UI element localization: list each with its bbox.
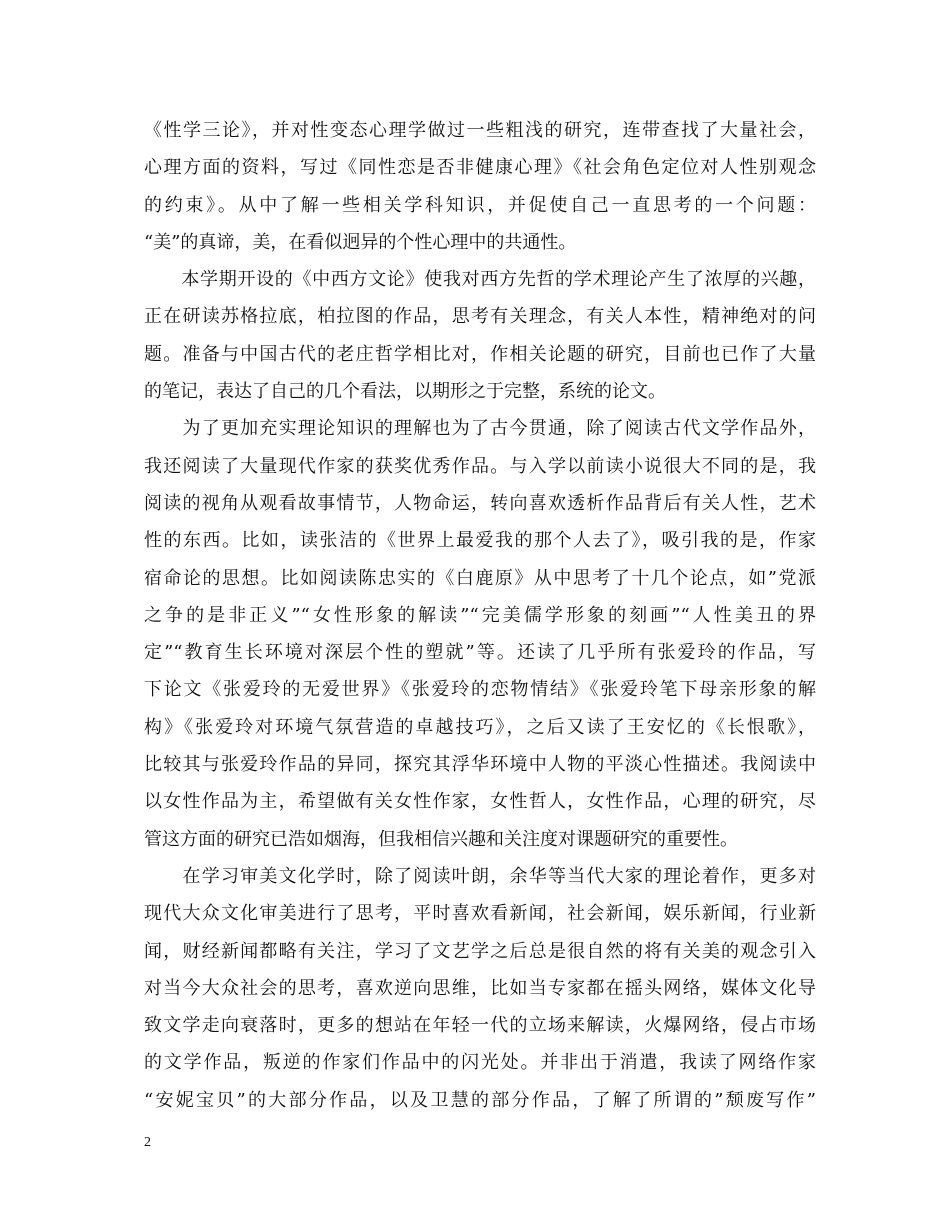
text-line: 在学习审美文化学时，除了阅读叶朗，余华等当代大家的理论着作，更多对 <box>144 865 816 887</box>
text-line: 《性学三论》，并对性变态心理学做过一些粗浅的研究，连带查找了大量社会， <box>144 120 816 141</box>
page-number: 2 <box>144 1135 151 1150</box>
text-line: “美”的真谛，美，在看似迥异的个性心理中的共通性。 <box>144 231 577 253</box>
text-line: 性的东西。比如，读张洁的《世界上最爱我的那个人去了》，吸引我的是，作家 <box>144 530 816 552</box>
text-line: 比较其与张爱玲作品的异同，探究其浮华环境中人物的平淡心性描述。我阅读中 <box>144 754 816 776</box>
text-line: 的笔记，表达了自己的几个看法，以期形之于完整，系统的论文。 <box>144 381 666 403</box>
text-line: 以女性作品为主，希望做有关女性作家，女性哲人，女性作品，心理的研究，尽 <box>144 791 816 813</box>
text-line: 致文学走向衰落时，更多的想站在年轻一代的立场来解读，火爆网络，侵占市场 <box>144 1015 816 1037</box>
text-line: 我还阅读了大量现代作家的获奖优秀作品。与入学以前读小说很大不同的是，我 <box>144 455 816 477</box>
text-line: 题。准备与中国古代的老庄哲学相比对，作相关论题的研究，目前也已作了大量 <box>144 343 816 365</box>
text-line: 之争的是非正义”“女性形象的解读”“完美儒学形象的刻画”“人性美丑的界 <box>144 604 816 626</box>
text-line: “安妮宝贝”的大部分作品，以及卫慧的部分作品，了解了所谓的”颓废写作” <box>144 1089 816 1111</box>
text-line: 阅读的视角从观看故事情节，人物命运，转向喜欢透析作品背后有关人性，艺术 <box>144 492 816 514</box>
text-line: 宿命论的思想。比如阅读陈忠实的《白鹿原》从中思考了十几个论点，如”党派 <box>144 567 816 589</box>
text-line: 现代大众文化审美进行了思考，平时喜欢看新闻，社会新闻，娱乐新闻，行业新 <box>144 903 816 925</box>
text-line: 下论文《张爱玲的无爱世界》《张爱玲的恋物情结》《张爱玲笔下母亲形象的解 <box>144 679 816 701</box>
text-line: 的约束》。从中了解一些相关学科知识，并促使自己一直思考的一个问题： <box>144 194 816 216</box>
text-line: 正在研读苏格拉底，柏拉图的作品，思考有关理念，有关人本性，精神绝对的问 <box>144 306 816 328</box>
text-line: 管这方面的研究已浩如烟海，但我相信兴趣和关注度对课题研究的重要性。 <box>144 828 738 850</box>
text-line: 定”“教育生长环境对深层个性的塑就”等。还读了几乎所有张爱玲的作品，写 <box>144 642 816 664</box>
body-text <box>144 112 816 1119</box>
text-line: 对当今大众社会的思考，喜欢逆向思维，比如当专家都在摇头网络，媒体文化导 <box>144 977 816 999</box>
text-line: 为了更加充实理论知识的理解也为了古今贯通，除了阅读古代文学作品外， <box>144 418 816 440</box>
text-line: 闻，财经新闻都略有关注，学习了文艺学之后总是很自然的将有关美的观念引入 <box>144 940 816 962</box>
text-line: 心理方面的资料，写过《同性恋是否非健康心理》《社会角色定位对人性别观念 <box>144 157 816 179</box>
text-line: 的文学作品，叛逆的作家们作品中的闪光处。并非出于消遣，我读了网络作家 <box>144 1052 816 1074</box>
text-line: 构》《张爱玲对环境气氛营造的卓越技巧》，之后又读了王安忆的《长恨歌》， <box>144 716 816 738</box>
text-line: 本学期开设的《中西方文论》使我对西方先哲的学术理论产生了浓厚的兴趣， <box>144 269 816 291</box>
